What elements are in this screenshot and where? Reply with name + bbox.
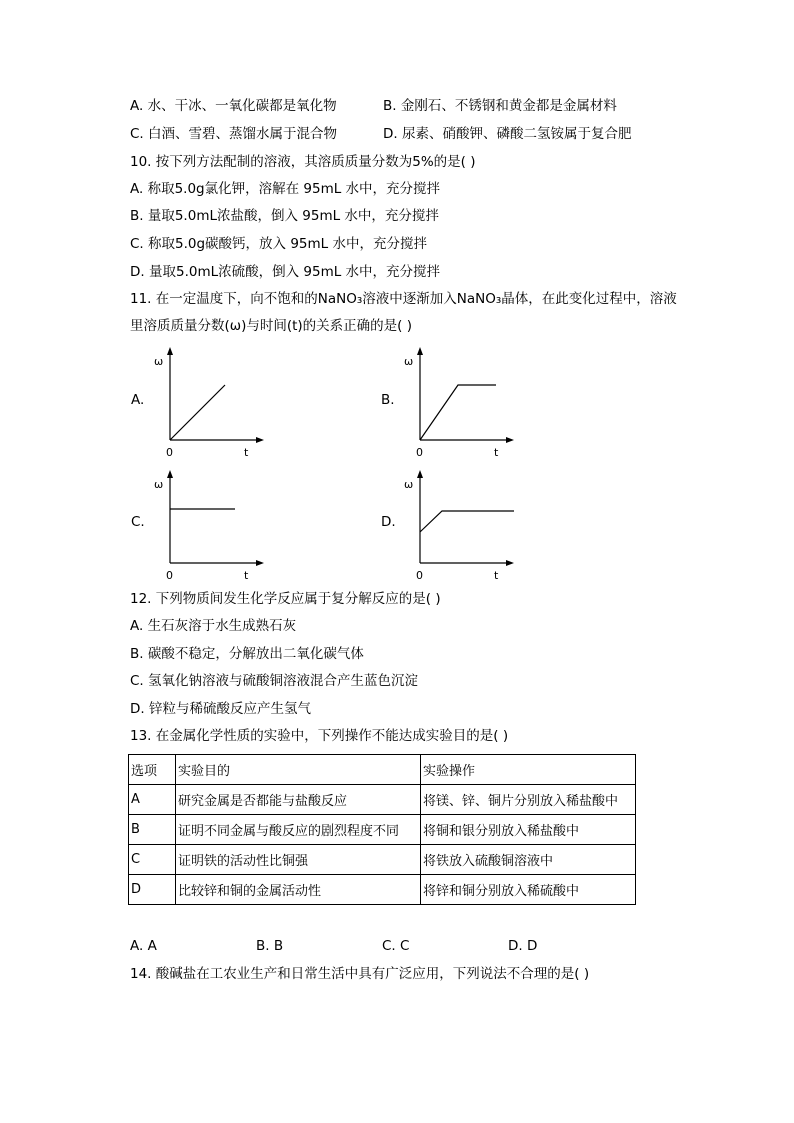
table-row [129, 875, 636, 905]
graph-a-origin: 0 [166, 446, 173, 459]
q13-option-d: D. D [508, 938, 538, 954]
q12-option-c: C. 氢氧化钠溶液与硫酸铜溶液混合产生蓝色沉淀 [130, 673, 419, 689]
q12-option-a: A. 生石灰溶于水生成熟石灰 [130, 618, 297, 634]
table-cell: A [129, 785, 176, 815]
table-row [129, 815, 636, 845]
table-cell: 比较锌和铜的金属活动性 [176, 875, 421, 905]
q10-stem: 10. 按下列方法配制的溶液，其溶质质量分数为5%的是( ) [130, 154, 476, 170]
table-header-operation: 实验操作 [421, 755, 636, 785]
table-cell: 证明铁的活动性比铜强 [176, 845, 421, 875]
graph-c [148, 466, 273, 586]
graph-d-origin: 0 [416, 569, 423, 582]
q12-option-d: D. 锌粒与稀硫酸反应产生氢气 [130, 701, 311, 717]
graph-c-y-arrow [167, 470, 173, 478]
graph-b-curve [420, 385, 496, 440]
table-cell: 将铜和银分别放入稀盐酸中 [421, 815, 636, 845]
graph-d-letter: D. [381, 514, 396, 530]
graph-d-ylabel: ω [404, 478, 414, 491]
q13-option-a: A. A [130, 938, 157, 954]
graph-a-xlabel: t [244, 446, 249, 459]
graph-a-x-arrow [256, 437, 264, 443]
graph-d-y-arrow [417, 470, 423, 478]
q11-stem-line2: 里溶质质量分数(ω)与时间(t)的关系正确的是( ) [130, 318, 412, 334]
graph-b [398, 343, 523, 463]
graph-d-xlabel: t [494, 569, 499, 582]
q13-option-c: C. C [382, 938, 410, 954]
graph-c-letter: C. [131, 514, 145, 530]
graph-c-x-arrow [256, 560, 264, 566]
graph-b-x-arrow [506, 437, 514, 443]
graph-d [398, 466, 523, 586]
q9-option-c: C. 白酒、雪碧、蒸馏水属于混合物 [130, 126, 338, 142]
graph-b-xlabel: t [494, 446, 499, 459]
table-cell: 将镁、锌、铜片分别放入稀盐酸中 [421, 785, 636, 815]
q10-option-d: D. 量取5.0mL浓硫酸，倒入 95mL 水中，充分搅拌 [130, 264, 441, 280]
graph-a-y-arrow [167, 347, 173, 355]
table-cell: 证明不同金属与酸反应的剧烈程度不同 [176, 815, 421, 845]
q12-option-b: B. 碳酸不稳定，分解放出二氧化碳气体 [130, 646, 364, 662]
q9-option-a: A. 水、干冰、一氧化碳都是氧化物 [130, 98, 337, 114]
graph-a [148, 343, 273, 463]
graph-c-ylabel: ω [154, 478, 164, 491]
q13-experiment-table [128, 754, 636, 905]
table-cell: 将锌和铜分别放入稀硫酸中 [421, 875, 636, 905]
q9-option-b: B. 金刚石、不锈钢和黄金都是金属材料 [383, 98, 617, 114]
q10-option-a: A. 称取5.0g氯化钾，溶解在 95mL 水中，充分搅拌 [130, 181, 441, 197]
table-header-row [129, 755, 636, 785]
graph-b-y-arrow [417, 347, 423, 355]
graph-a-curve [170, 385, 225, 440]
graph-c-origin: 0 [166, 569, 173, 582]
table-cell: 研究金属是否都能与盐酸反应 [176, 785, 421, 815]
q13-stem: 13. 在金属化学性质的实验中，下列操作不能达成实验目的是( ) [130, 728, 509, 744]
table-row [129, 845, 636, 875]
table-row [129, 785, 636, 815]
table-cell: B [129, 815, 176, 845]
table-header-purpose: 实验目的 [176, 755, 421, 785]
graph-b-origin: 0 [416, 446, 423, 459]
q10-option-c: C. 称取5.0g碳酸钙，放入 95mL 水中，充分搅拌 [130, 236, 427, 252]
graph-d-x-arrow [506, 560, 514, 566]
q12-stem: 12. 下列物质间发生化学反应属于复分解反应的是( ) [130, 591, 441, 607]
table-header-option: 选项 [129, 755, 176, 785]
q9-option-d: D. 尿素、硝酸钾、磷酸二氢铵属于复合肥 [383, 126, 632, 142]
graph-b-ylabel: ω [404, 355, 414, 368]
q14-stem: 14. 酸碱盐在工农业生产和日常生活中具有广泛应用，下列说法不合理的是( ) [130, 966, 590, 982]
table-cell: D [129, 875, 176, 905]
graph-a-ylabel: ω [154, 355, 164, 368]
graph-a-letter: A. [131, 392, 145, 408]
q13-option-b: B. B [256, 938, 284, 954]
graph-d-curve [420, 511, 514, 532]
table-cell: C [129, 845, 176, 875]
q10-option-b: B. 量取5.0mL浓盐酸，倒入 95mL 水中，充分搅拌 [130, 208, 439, 224]
q11-stem-line1: 11. 在一定温度下，向不饱和的NaNO₃溶液中逐渐加入NaNO₃晶体，在此变化过程中，溶液 [130, 291, 677, 307]
graph-c-xlabel: t [244, 569, 249, 582]
graph-b-letter: B. [381, 392, 395, 408]
table-cell: 将铁放入硫酸铜溶液中 [421, 845, 636, 875]
